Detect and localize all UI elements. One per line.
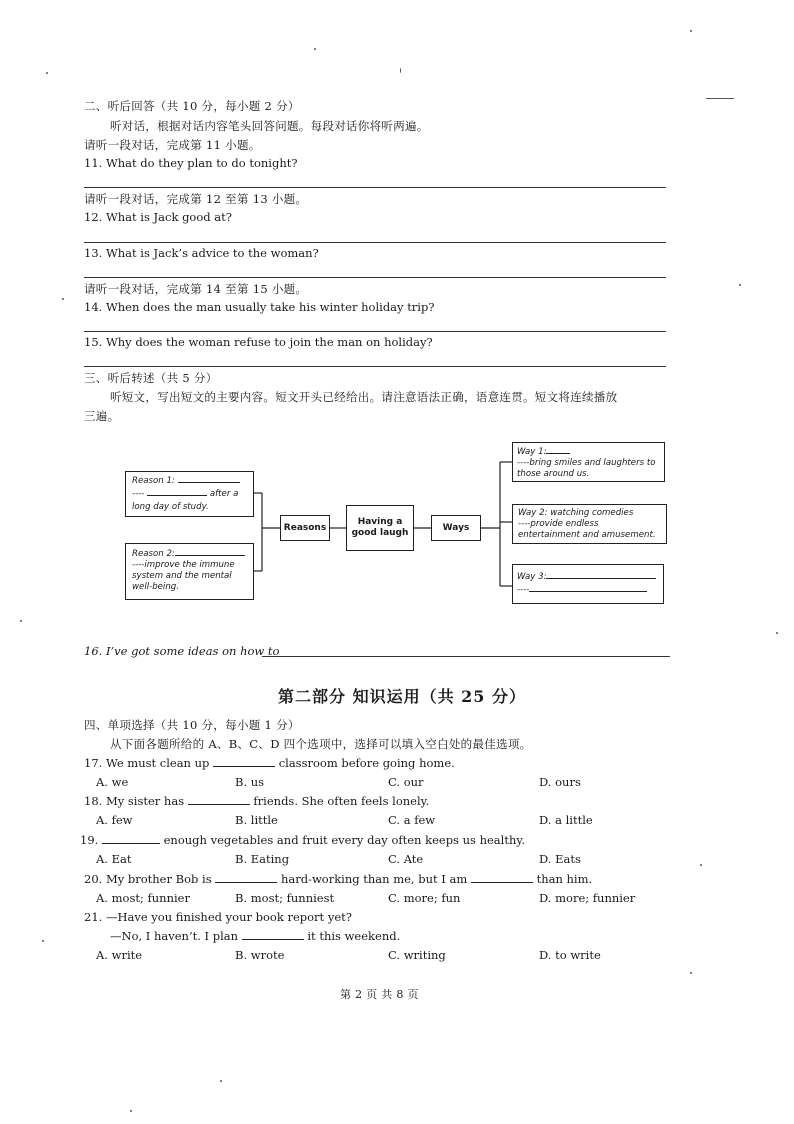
- center-topic-box: [346, 505, 414, 551]
- q18-stem-pre: 18. My sister has: [84, 794, 185, 808]
- reason2-line4: well-being.: [132, 582, 179, 592]
- speck: [220, 1080, 222, 1082]
- speck: [690, 30, 692, 32]
- q20-option-b[interactable]: B. most; funniest: [235, 891, 335, 905]
- way1-line3: those around us.: [517, 469, 590, 479]
- q17-blank[interactable]: [213, 766, 275, 767]
- part2-title: 第二部分 知识运用（共 25 分）: [278, 687, 526, 706]
- question-16-text: 16. I’ve got some ideas on how to: [84, 644, 280, 658]
- q19-stem-post: enough vegetables and fruit every day often keeps us healthy.: [163, 833, 525, 847]
- q20-option-a[interactable]: A. most; funnier: [96, 891, 190, 905]
- q17-option-c[interactable]: C. our: [388, 775, 424, 789]
- speck: [700, 864, 702, 866]
- center-line1: Having a: [357, 517, 403, 527]
- q17-option-a[interactable]: A. we: [96, 775, 129, 789]
- reason1-prefix: ----: [132, 489, 145, 499]
- q18-option-b[interactable]: B. little: [235, 813, 278, 827]
- speck: [739, 284, 741, 286]
- question-16: [84, 644, 279, 658]
- q18-blank[interactable]: [188, 804, 250, 805]
- speck: [706, 98, 734, 99]
- q21-option-a[interactable]: A. write: [96, 948, 143, 962]
- reason1-line3: long day of study.: [132, 502, 209, 512]
- way3-prefix: ----: [517, 585, 530, 595]
- q19-stem-pre: 19.: [80, 833, 99, 847]
- q17-stem-post: classroom before going home.: [278, 756, 455, 770]
- question-15: 15. Why does the woman refuse to join the man on holiday?: [84, 335, 433, 349]
- speck: [776, 632, 778, 634]
- speck: [62, 298, 64, 300]
- reason2-label: Reason 2:: [132, 549, 175, 559]
- speck: [42, 940, 44, 942]
- speck: [314, 48, 316, 50]
- q21-reply-post: it this weekend.: [307, 929, 401, 943]
- q19-option-b[interactable]: B. Eating: [235, 852, 290, 866]
- way2-line3: entertainment and amusement.: [518, 530, 656, 540]
- question-12: 12. What is Jack good at?: [84, 210, 232, 224]
- reason1-blank-2[interactable]: [147, 495, 207, 496]
- speck: [20, 620, 22, 622]
- q18-option-d[interactable]: D. a little: [539, 813, 593, 827]
- q20-stem-mid: hard-working than me, but I am: [280, 872, 468, 886]
- section4-instruction: 从下面各题所给的 A、B、C、D 四个选项中，选择可以填入空白处的最佳选项。: [110, 737, 532, 751]
- way1-box: [512, 442, 665, 482]
- question-20: [84, 872, 592, 886]
- q18-stem-post: friends. She often feels lonely.: [253, 794, 430, 808]
- q20-blank-2[interactable]: [471, 882, 533, 883]
- q19-option-c[interactable]: C. Ate: [388, 852, 424, 866]
- speck: [46, 72, 48, 74]
- q20-blank-1[interactable]: [215, 882, 277, 883]
- reason1-box: [125, 471, 254, 517]
- section2-title: 二、听后回答（共 10 分，每小题 2 分）: [84, 99, 300, 113]
- way2-box: [512, 504, 667, 544]
- question-13: 13. What is Jack’s advice to the woman?: [84, 246, 319, 260]
- question-19: [80, 833, 525, 847]
- reason2-line2: ----improve the immune: [132, 560, 235, 570]
- question-14: 14. When does the man usually take his winter holiday trip?: [84, 300, 435, 314]
- reason2-box: [125, 543, 254, 600]
- reason1-label: Reason 1:: [132, 476, 175, 486]
- question-18: [84, 794, 429, 808]
- part1-intro: 请听一段对话，完成第 11 小题。: [84, 138, 261, 152]
- question-21: 21. —Have you finished your book report yet?: [84, 910, 352, 924]
- page-number: 第 2 页 共 8 页: [340, 988, 419, 1001]
- q18-option-c[interactable]: C. a few: [388, 813, 436, 827]
- q21-option-d[interactable]: D. to write: [539, 948, 601, 962]
- reasons-box: Reasons: [280, 515, 330, 541]
- q17-stem-pre: 17. We must clean up: [84, 756, 210, 770]
- ways-box: Ways: [431, 515, 481, 541]
- q21-option-b[interactable]: B. wrote: [235, 948, 285, 962]
- speck: [130, 1110, 132, 1112]
- q19-option-a[interactable]: A. Eat: [96, 852, 132, 866]
- reason1-after: after a: [209, 489, 239, 499]
- q17-option-d[interactable]: D. ours: [539, 775, 581, 789]
- speck: [400, 68, 401, 73]
- reason2-blank[interactable]: [175, 555, 245, 556]
- speck: [690, 972, 692, 974]
- question-21-reply: [110, 929, 400, 943]
- way1-line2: ----bring smiles and laughters to: [517, 458, 656, 468]
- way2-line2: ----provide endless: [518, 519, 599, 529]
- q20-option-d[interactable]: D. more; funnier: [539, 891, 636, 905]
- part3-intro: 请听一段对话，完成第 14 至第 15 小题。: [84, 282, 308, 296]
- section2-instruction: 听对话，根据对话内容笔头回答问题。每段对话你将听两遍。: [110, 119, 429, 133]
- answer-line-16[interactable]: [262, 656, 670, 657]
- q21-blank[interactable]: [242, 939, 304, 940]
- q21-option-c[interactable]: C. writing: [388, 948, 446, 962]
- question-11: 11. What do they plan to do tonight?: [84, 156, 298, 170]
- reason2-line3: system and the mental: [132, 571, 232, 581]
- q18-option-a[interactable]: A. few: [96, 813, 133, 827]
- way1-blank[interactable]: [546, 453, 570, 454]
- question-17: [84, 756, 455, 770]
- part2-intro: 请听一段对话，完成第 12 至第 13 小题。: [84, 192, 308, 206]
- way3-blank-2[interactable]: [529, 591, 647, 592]
- q20-stem-post: than him.: [536, 872, 593, 886]
- way1-label: Way 1:: [517, 447, 547, 457]
- way3-box: [512, 564, 664, 604]
- way2-line1: Way 2: watching comedies: [518, 508, 634, 518]
- section4-title: 四、单项选择（共 10 分，每小题 1 分）: [84, 718, 300, 732]
- way3-label: Way 3:: [517, 572, 547, 582]
- reason1-blank-1[interactable]: [178, 482, 240, 483]
- q19-blank[interactable]: [102, 843, 160, 844]
- way3-blank-1[interactable]: [546, 578, 656, 579]
- q20-option-c[interactable]: C. more; fun: [388, 891, 461, 905]
- q17-option-b[interactable]: B. us: [235, 775, 265, 789]
- section3-title: 三、听后转述（共 5 分）: [84, 371, 218, 385]
- q19-option-d[interactable]: D. Eats: [539, 852, 581, 866]
- q20-stem-pre: 20. My brother Bob is: [84, 872, 212, 886]
- q21-reply-pre: —No, I haven’t. I plan: [110, 929, 239, 943]
- section3-instruction-1: 听短文，写出短文的主要内容。短文开头已经给出。请注意语法正确，语意连贯。短文将连续播放: [110, 390, 618, 404]
- center-line2: good laugh: [351, 528, 409, 538]
- section3-instruction-2: 三遍。: [84, 409, 120, 423]
